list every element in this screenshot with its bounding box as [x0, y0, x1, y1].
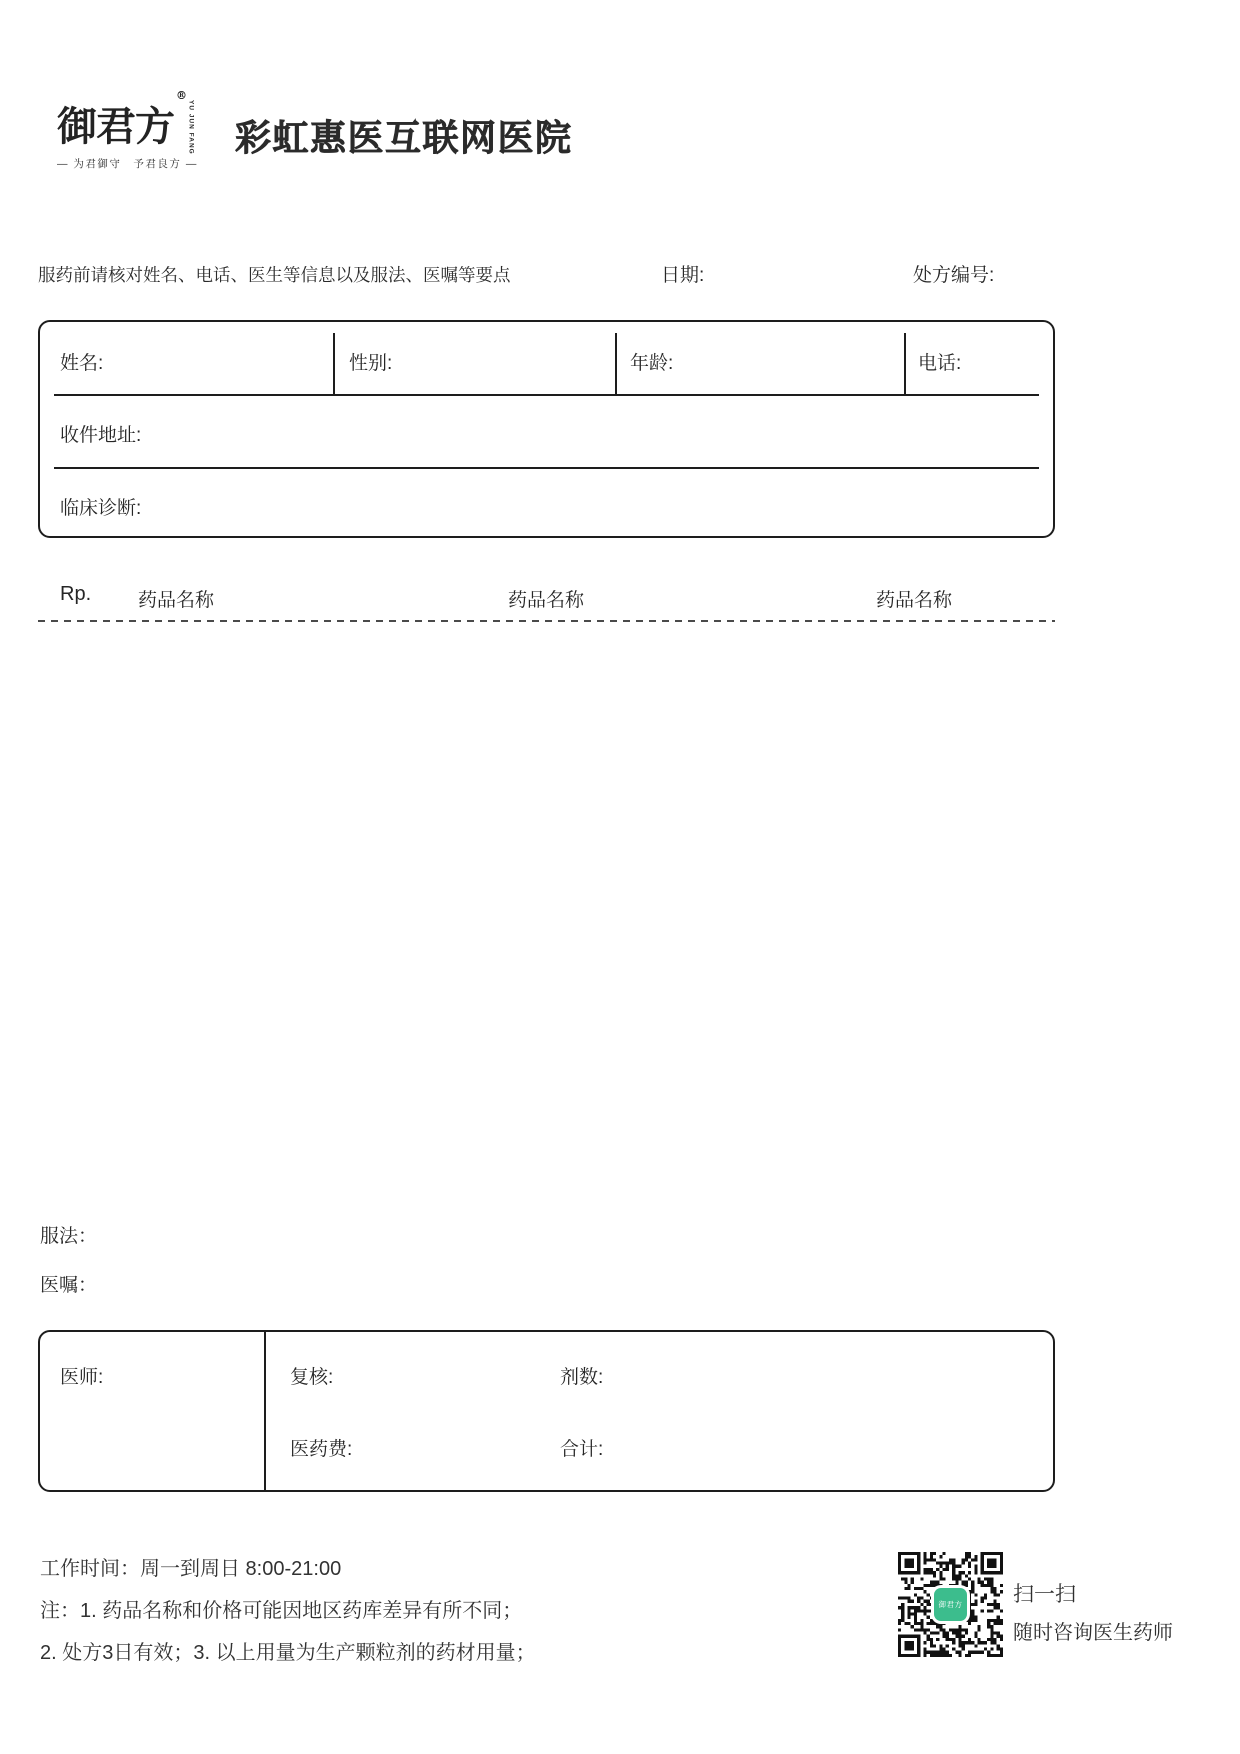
- patient-info-box: [38, 320, 1055, 538]
- qr-code: [898, 1552, 1003, 1657]
- brand-logo: [57, 89, 198, 171]
- dashed-divider: [38, 620, 1055, 622]
- age-label: 年龄:: [630, 353, 674, 374]
- registered-trademark-icon: ®: [176, 89, 186, 102]
- review-label: 复核:: [290, 1367, 334, 1388]
- qr-center-logo: 御君方: [934, 1588, 967, 1621]
- divider: [615, 333, 617, 395]
- drug-name-column-header: 药品名称: [138, 590, 215, 611]
- brand-logo-text: 御君方: [57, 103, 174, 150]
- drug-name-column-header: 药品名称: [508, 590, 585, 611]
- note-line-2: 2. 处方3日有效；3. 以上用量为生产颗粒剂的药材用量；: [40, 1642, 536, 1664]
- divider: [333, 333, 335, 395]
- brand-tagline: — 为君御守 予君良方 —: [57, 158, 198, 170]
- physician-label: 医师:: [60, 1367, 104, 1388]
- drug-name-column-header: 药品名称: [876, 590, 953, 611]
- divider: [54, 394, 1039, 396]
- divider: [264, 1332, 266, 1490]
- date-label: 日期:: [661, 265, 705, 286]
- note-line-1: 注：1. 药品名称和价格可能因地区药库差异有所不同；: [40, 1600, 523, 1622]
- scan-label: 扫一扫: [1013, 1583, 1076, 1606]
- rx-number-label: 处方编号:: [913, 265, 995, 286]
- phone-label: 电话:: [918, 353, 962, 374]
- advice-label: 医嘱：: [40, 1275, 98, 1296]
- signature-fee-box: [38, 1330, 1055, 1492]
- usage-label: 服法：: [40, 1226, 98, 1247]
- gender-label: 性别:: [349, 353, 393, 374]
- medicine-fee-label: 医药费:: [290, 1439, 353, 1460]
- brand-logo-pinyin: YU JUN FANG: [187, 100, 195, 155]
- work-hours-text: 工作时间：周一到周日 8:00-21:00: [40, 1558, 342, 1580]
- divider: [904, 333, 906, 395]
- check-reminder-text: 服药前请核对姓名、电话、医生等信息以及服法、医嘱等要点: [38, 265, 511, 285]
- brand-logo-wordmark: [57, 89, 198, 155]
- dose-count-label: 剂数:: [560, 1367, 604, 1388]
- diagnosis-label: 临床诊断:: [60, 498, 142, 519]
- hospital-name: 彩虹惠医互联网医院: [235, 117, 573, 158]
- rp-label: Rp.: [60, 583, 92, 605]
- name-label: 姓名:: [60, 353, 104, 374]
- address-label: 收件地址:: [60, 425, 142, 446]
- total-label: 合计:: [560, 1439, 604, 1460]
- divider: [54, 467, 1039, 469]
- scan-description: 随时咨询医生药师: [1013, 1622, 1173, 1644]
